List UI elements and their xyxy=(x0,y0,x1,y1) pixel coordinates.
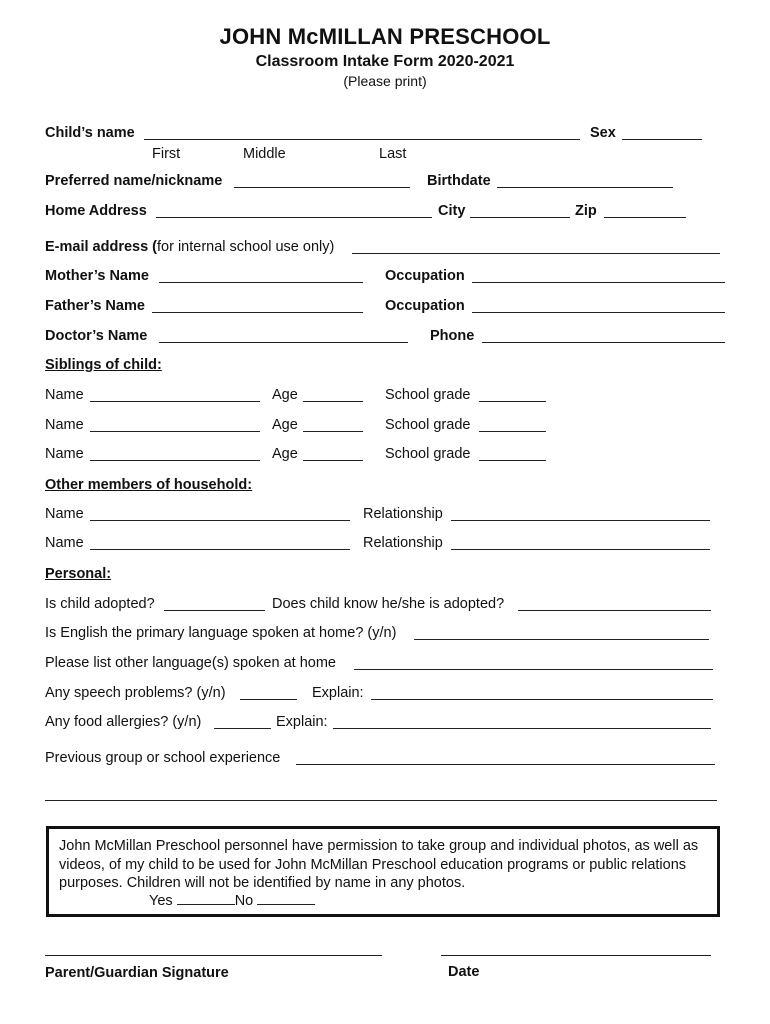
household-1-name-label: Name xyxy=(45,506,84,522)
other-languages-field[interactable] xyxy=(354,669,713,670)
photo-consent-box xyxy=(46,826,720,917)
photo-consent-choice xyxy=(149,893,315,909)
sibling-1-age-label: Age xyxy=(272,387,298,403)
sibling-2-name-field[interactable] xyxy=(90,431,260,432)
sex-label: Sex xyxy=(590,125,616,141)
last-name-caption: Last xyxy=(379,146,407,162)
signature-date-label: Date xyxy=(448,964,480,980)
allergy-explain-label: Explain: xyxy=(276,714,328,730)
form-title: Classroom Intake Form 2020-2021 xyxy=(255,53,515,70)
sibling-1-name-field[interactable] xyxy=(90,401,260,402)
speech-problems-label: Any speech problems? (y/n) xyxy=(45,685,226,701)
speech-explain-field[interactable] xyxy=(371,699,713,700)
doctor-name-label: Doctor’s Name xyxy=(45,328,148,344)
sibling-2-age-label: Age xyxy=(272,417,298,433)
sibling-3-name-field[interactable] xyxy=(90,460,260,461)
household-2-name-label: Name xyxy=(45,535,84,551)
zip-label: Zip xyxy=(575,203,597,219)
food-allergies-field[interactable] xyxy=(214,728,271,729)
sibling-3-name-label: Name xyxy=(45,446,84,462)
mother-occupation-field[interactable] xyxy=(472,282,725,283)
household-2-name-field[interactable] xyxy=(90,549,350,550)
sibling-3-grade-field[interactable] xyxy=(479,460,546,461)
allergy-explain-field[interactable] xyxy=(333,728,711,729)
parent-signature-label: Parent/Guardian Signature xyxy=(45,965,229,981)
personal-heading: Personal: xyxy=(45,566,112,582)
phone-field[interactable] xyxy=(482,342,725,343)
consent-no-field[interactable] xyxy=(257,893,315,905)
other-languages-label: Please list other language(s) spoken at home xyxy=(45,655,336,671)
email-field[interactable] xyxy=(352,253,720,254)
father-occupation-field[interactable] xyxy=(472,312,725,313)
photo-consent-text: John McMillan Preschool personnel have permission to take group and individual photos, as well as videos, of my child to be used for John McMillan Preschool education programs or public relations purposes. Children will not be identified by name in any photos. xyxy=(59,838,699,891)
consent-yes-field[interactable] xyxy=(177,893,235,905)
sibling-1-grade-field[interactable] xyxy=(479,401,546,402)
first-name-caption: First xyxy=(152,146,181,162)
household-heading: Other members of household: xyxy=(45,477,253,493)
sibling-3-age-field[interactable] xyxy=(303,460,363,461)
father-name-field[interactable] xyxy=(152,312,363,313)
adopted-label: Is child adopted? xyxy=(45,596,155,612)
doctor-name-field[interactable] xyxy=(159,342,408,343)
speech-problems-field[interactable] xyxy=(240,699,297,700)
school-name: JOHN McMILLAN PRESCHOOL xyxy=(219,24,551,49)
sibling-3-age-label: Age xyxy=(272,446,298,462)
english-primary-field[interactable] xyxy=(414,639,709,640)
email-label xyxy=(45,240,334,255)
english-primary-label: Is English the primary language spoken at home? (y/n) xyxy=(45,625,397,641)
mother-name-field[interactable] xyxy=(159,282,363,283)
household-2-relationship-label: Relationship xyxy=(363,535,443,551)
school-experience-field[interactable] xyxy=(296,764,715,765)
father-occupation-label: Occupation xyxy=(385,298,465,314)
nickname-label: Preferred name/nickname xyxy=(45,173,223,189)
sibling-1-grade-label: School grade xyxy=(385,387,471,403)
nickname-field[interactable] xyxy=(234,187,410,188)
food-allergies-label: Any food allergies? (y/n) xyxy=(45,714,202,730)
household-1-name-field[interactable] xyxy=(90,520,350,521)
knows-adopted-label: Does child know he/she is adopted? xyxy=(272,596,505,612)
sibling-3-grade-label: School grade xyxy=(385,446,471,462)
sibling-2-age-field[interactable] xyxy=(303,431,363,432)
sibling-1-name-label: Name xyxy=(45,387,84,403)
birthdate-field[interactable] xyxy=(497,187,673,188)
consent-yes-label: Yes xyxy=(149,893,173,909)
mother-name-label: Mother’s Name xyxy=(45,268,149,284)
birthdate-label: Birthdate xyxy=(427,173,491,189)
household-1-relationship-field[interactable] xyxy=(451,520,710,521)
school-experience-field-continued[interactable] xyxy=(45,800,717,801)
sibling-2-name-label: Name xyxy=(45,417,84,433)
household-1-relationship-label: Relationship xyxy=(363,506,443,522)
sibling-2-grade-label: School grade xyxy=(385,417,471,433)
father-name-label: Father’s Name xyxy=(45,298,145,314)
email-label-bold: E-mail address ( xyxy=(45,239,158,255)
home-address-label: Home Address xyxy=(45,203,147,219)
household-2-relationship-field[interactable] xyxy=(451,549,710,550)
sex-field[interactable] xyxy=(622,139,702,140)
knows-adopted-field[interactable] xyxy=(518,610,711,611)
sibling-1-age-field[interactable] xyxy=(303,401,363,402)
sibling-2-grade-field[interactable] xyxy=(479,431,546,432)
city-field[interactable] xyxy=(470,217,570,218)
signature-date-field[interactable] xyxy=(441,955,711,956)
adopted-field[interactable] xyxy=(164,610,265,611)
siblings-heading: Siblings of child: xyxy=(45,357,162,373)
zip-field[interactable] xyxy=(604,217,686,218)
print-instruction: (Please print) xyxy=(343,73,427,89)
speech-explain-label: Explain: xyxy=(312,685,364,701)
city-label: City xyxy=(438,203,466,219)
school-experience-label: Previous group or school experience xyxy=(45,750,281,766)
home-address-field[interactable] xyxy=(156,217,432,218)
parent-signature-field[interactable] xyxy=(45,955,382,956)
consent-no-label: No xyxy=(234,893,254,909)
child-name-field[interactable] xyxy=(144,139,580,140)
phone-label: Phone xyxy=(430,328,475,344)
mother-occupation-label: Occupation xyxy=(385,268,465,284)
email-label-note: for internal school use only) xyxy=(157,239,335,255)
middle-name-caption: Middle xyxy=(243,146,286,162)
child-name-label: Child’s name xyxy=(45,125,135,141)
